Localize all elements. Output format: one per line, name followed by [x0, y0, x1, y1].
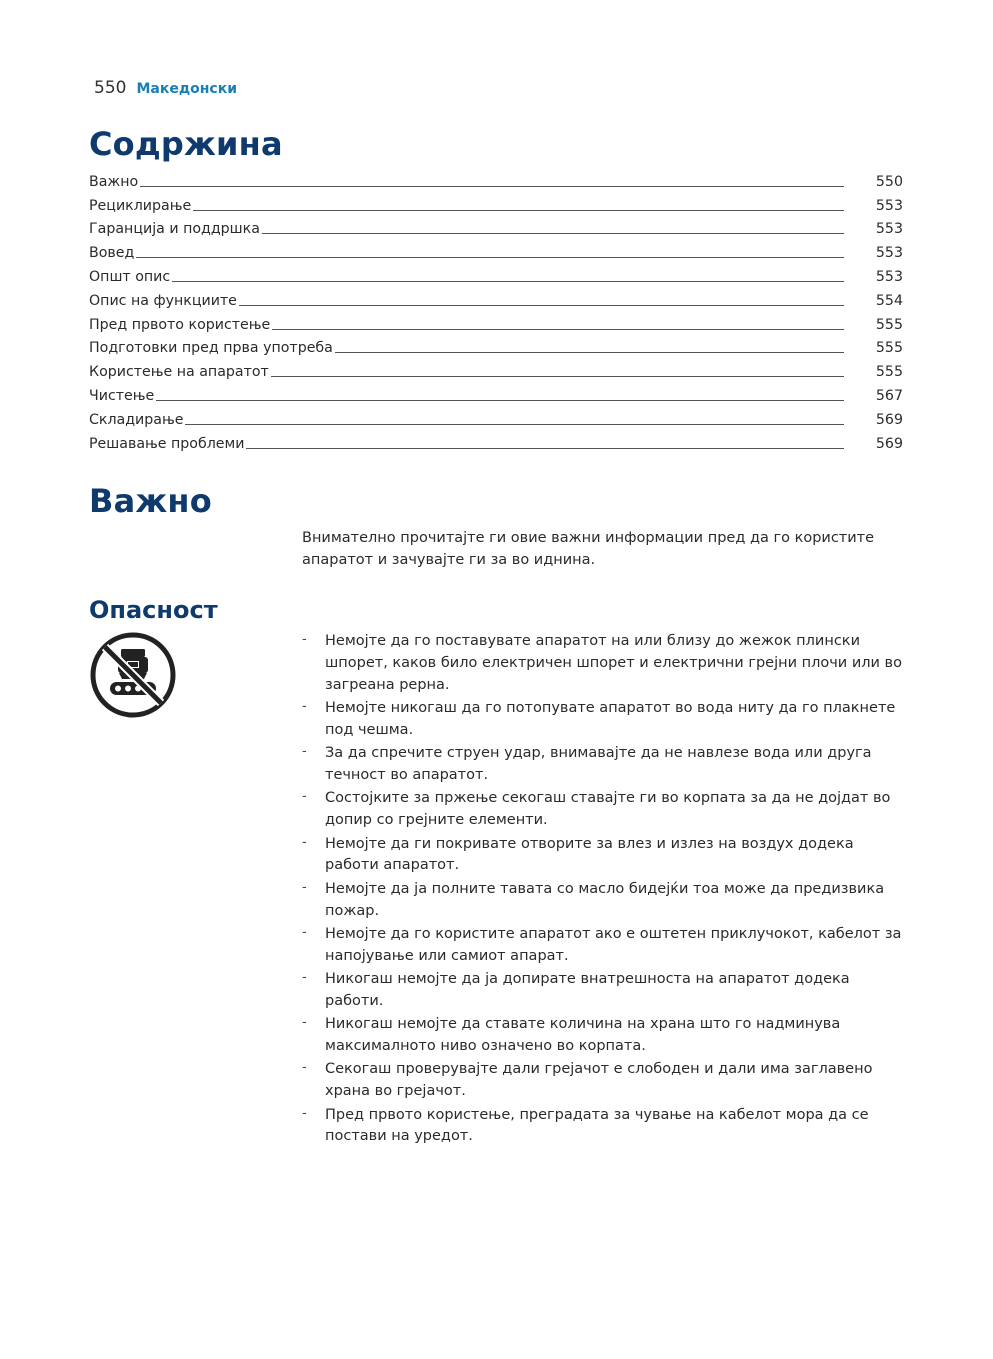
toc-leader-line	[172, 281, 844, 282]
important-intro: Внимателно прочитајте ги овие важни информации пред да го користите апаратот и зачувајте ги за во иднина.	[302, 530, 875, 568]
danger-list-item-text: Секогаш проверувајте дали грејачот е слободен и дали има заглавено храна во грејачот.	[325, 1061, 873, 1100]
toc-entry-label: Општ опис	[89, 268, 171, 285]
toc-leader-line	[185, 424, 844, 425]
toc-leader-line	[246, 448, 844, 449]
toc-entry-page: 569	[875, 411, 903, 428]
toc-entry[interactable]	[89, 429, 903, 453]
danger-list	[302, 631, 907, 1150]
toc-entry[interactable]	[89, 262, 903, 286]
toc-entry-label: Вовед	[89, 245, 135, 262]
toc-entry-label: Гаранција и поддршка	[89, 221, 260, 238]
danger-list-item-text: Пред првото користење, преградата за чување на кабелот мора да се постави на уредот.	[325, 1106, 869, 1145]
toc-entry-page: 554	[875, 292, 903, 309]
danger-list-item-text: Никогаш немојте да ја допирате внатрешноста на апаратот додека работи.	[325, 971, 850, 1009]
toc-title: Содржина	[89, 125, 283, 163]
toc-entry[interactable]	[89, 334, 903, 358]
toc-leader-line	[239, 305, 844, 306]
table-of-contents	[89, 167, 903, 453]
toc-entry-label: Подготовки пред прва употреба	[89, 340, 333, 357]
danger-list-item	[302, 834, 907, 878]
danger-list-item-text: Немојте да го поставувате апаратот на или близу до жежок плински шпорет, каков било електричен шпорет и електрични грејни плочи или во загреана рерна.	[325, 633, 902, 693]
toc-entry-label: Опис на функциите	[89, 292, 237, 309]
toc-entry[interactable]	[89, 381, 903, 405]
bullet-dash: -	[302, 632, 307, 647]
bullet-dash: -	[302, 1015, 307, 1031]
bullet-dash: -	[302, 834, 307, 850]
toc-entry-page: 550	[875, 173, 903, 190]
page-header	[94, 78, 237, 98]
toc-entry[interactable]	[89, 215, 903, 239]
danger-list-item-text: Никогаш немојте да ставате количина на храна што го надминува максималното ниво означено во корпата.	[325, 1016, 841, 1055]
bullet-dash: -	[302, 879, 307, 895]
danger-list-item-text: Немојте да го користите апаратот ако е оштетен приклучокот, кабелот за напојување или самиот апарат.	[325, 925, 902, 964]
toc-entry-label: Решавање проблеми	[89, 435, 245, 452]
danger-list-item	[302, 1059, 907, 1103]
danger-list-item	[302, 969, 907, 1013]
danger-list-item	[302, 788, 907, 832]
danger-list-item	[302, 631, 907, 696]
toc-entry[interactable]	[89, 310, 903, 334]
toc-leader-line	[271, 376, 844, 377]
toc-entry-label: Важно	[89, 173, 139, 190]
toc-leader-line	[335, 352, 844, 353]
bullet-dash: -	[302, 1105, 307, 1121]
toc-entry-page: 553	[875, 268, 903, 285]
toc-entry-label: Рециклирање	[89, 197, 192, 214]
toc-entry-page: 553	[875, 197, 903, 214]
toc-entry[interactable]	[89, 286, 903, 310]
toc-leader-line	[156, 400, 844, 401]
danger-list-item-text: Немојте да ги покривате отворите за влез и излез на воздух додека работи апаратот.	[325, 835, 854, 874]
danger-list-item-text: За да спречите струен удар, внимавајте да не навлезе вода или друга течност во апаратот.	[325, 745, 872, 783]
no-water-immersion-icon	[89, 631, 177, 719]
toc-leader-line	[193, 210, 844, 211]
danger-list-item	[302, 924, 907, 968]
toc-entry-page: 567	[875, 387, 903, 404]
important-title: Важно	[89, 482, 212, 520]
danger-list-item	[302, 698, 907, 742]
danger-list-item	[302, 1014, 907, 1058]
toc-leader-line	[272, 329, 844, 330]
toc-entry-page: 555	[875, 364, 903, 381]
toc-entry[interactable]	[89, 405, 903, 429]
toc-leader-line	[140, 186, 844, 187]
language-label: Македонски	[136, 81, 238, 97]
toc-entry-label: Складирање	[89, 411, 184, 428]
bullet-dash: -	[302, 744, 307, 760]
toc-entry[interactable]	[89, 357, 903, 381]
toc-entry[interactable]	[89, 167, 903, 191]
toc-entry-page: 553	[875, 221, 903, 238]
page-number: 550	[94, 78, 127, 98]
toc-entry-page: 553	[875, 245, 903, 262]
danger-list-item-text: Немојте да ја полните тавата со масло бидејќи тоа може да предизвика пожар.	[325, 880, 885, 919]
toc-entry-page: 555	[875, 316, 903, 333]
toc-leader-line	[136, 257, 844, 258]
toc-entry-label: Пред првото користење	[89, 316, 271, 333]
toc-entry-page: 555	[875, 340, 903, 357]
bullet-dash: -	[302, 924, 307, 940]
toc-entry-page: 569	[875, 435, 903, 452]
toc-entry[interactable]	[89, 191, 903, 215]
danger-list-item-text: Немојте никогаш да го потопувате апаратот во вода ниту да го плакнете под чешма.	[325, 699, 896, 738]
bullet-dash: -	[302, 789, 307, 805]
danger-list-item	[302, 879, 907, 923]
toc-entry-label: Користење на апаратот	[89, 364, 269, 381]
toc-entry-label: Чистење	[89, 387, 155, 404]
toc-entry[interactable]	[89, 238, 903, 262]
bullet-dash: -	[302, 970, 307, 986]
bullet-dash: -	[302, 698, 307, 714]
danger-title: Опасност	[89, 596, 218, 624]
danger-list-item	[302, 743, 907, 787]
toc-leader-line	[262, 233, 844, 234]
danger-list-item-text: Состојките за пржење секогаш ставајте ги во корпата за да не дојдат во допир со грејните елементи.	[325, 790, 891, 829]
danger-list-item	[302, 1105, 907, 1149]
bullet-dash: -	[302, 1060, 307, 1076]
